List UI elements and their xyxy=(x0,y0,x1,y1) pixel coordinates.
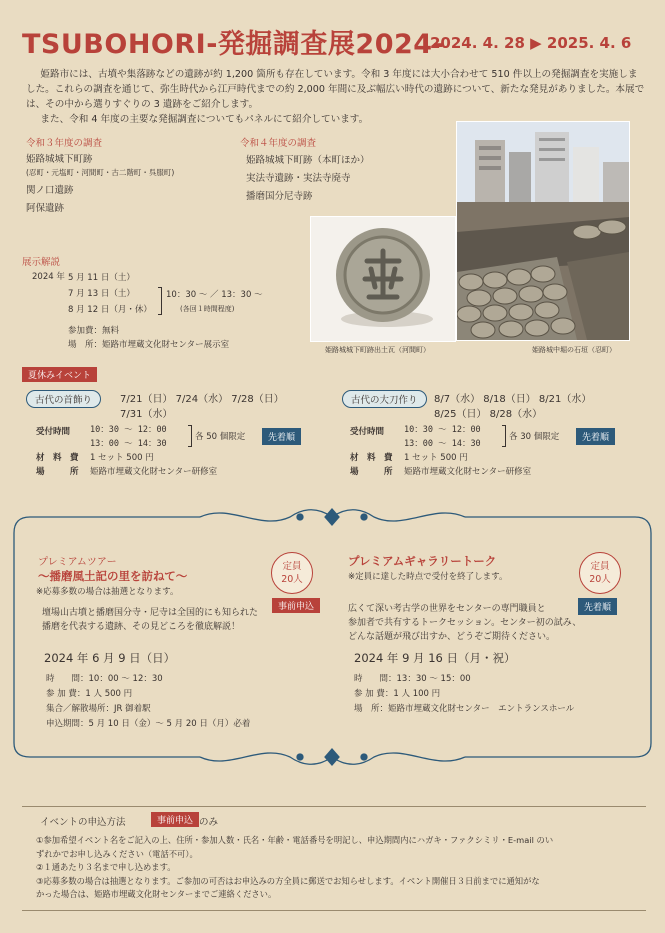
gallery-desc-line: 参加者で共有するトークセッション。センター初の試み、 xyxy=(348,618,582,628)
survey-r3-list xyxy=(26,152,174,216)
application-heading: イベントの申込方法 xyxy=(40,817,126,828)
application-suffix: のみ xyxy=(199,817,219,828)
survey-r3-heading: 令和３年度の調査 xyxy=(26,138,103,149)
divider xyxy=(22,910,646,911)
intro-text xyxy=(26,67,646,127)
fee-label: 材 料 費 xyxy=(350,453,393,463)
event-sword-fee: 1 セット 500 円 xyxy=(404,453,468,463)
event-necklace-dates-2: 7/31（水） xyxy=(120,409,173,420)
tour-title: ～播磨風土記の里を訪ねて～ xyxy=(38,569,188,583)
tour-detail: 申込期間：5 月 10 日（金）～ 5 月 20 日（月）必着 xyxy=(46,719,251,729)
wall-photo-caption: 姫路城中堀の石垣（忍町） xyxy=(532,346,616,354)
survey-r3-item: 姫路城城下町跡 xyxy=(26,154,93,165)
commentary-year: 2024 年 xyxy=(32,272,65,282)
event-necklace-times xyxy=(90,423,167,451)
commentary-times-note: (各回１時間程度) xyxy=(180,305,235,313)
event-sword-dates-2: 8/25（日） 8/28（水） xyxy=(434,409,543,420)
tile-photo-caption: 姫路城城下町跡出土瓦（河間町） xyxy=(325,346,430,354)
commentary-info xyxy=(68,324,229,352)
event-sword-name: 古代の大刀作り xyxy=(342,390,427,408)
gallery-details xyxy=(354,672,574,717)
event-time: 13：00 ～ 14：30 xyxy=(90,439,167,449)
commentary-times: 10：30 ～ ／ 13：30 ～ xyxy=(166,290,263,300)
event-sword-badge: 先着順 xyxy=(576,428,615,445)
summer-event-label: 夏休みイベント xyxy=(22,367,97,382)
event-necklace-venue: 姫路市埋蔵文化財センター研修室 xyxy=(90,467,218,477)
application-item: ③応募多数の場合は抽選となります。ご参加の可否はお申込みの方全員に郵送でお知らせします。イベント開催日３日前までに通知がな xyxy=(36,875,540,886)
application-badge: 事前申込 xyxy=(151,812,199,827)
event-necklace-time-label: 受付時間 xyxy=(36,427,71,437)
commentary-date: 5 月 11 日（土） xyxy=(68,273,135,283)
intro-paragraph-2: また、令和 4 年度の主要な発掘調査についてもパネルにて紹介しています。 xyxy=(40,114,369,125)
application-item: ずれかでお申し込みください（電話不可）。 xyxy=(36,848,198,859)
commentary-venue: 場 所：姫路市埋蔵文化財センター展示室 xyxy=(68,340,230,350)
event-necklace-name: 古代の首飾り xyxy=(26,390,101,408)
survey-r4-item: 実法寺遺跡・実法寺廃寺 xyxy=(246,173,351,184)
application-item: ②１通あたり３名まで申し込めます。 xyxy=(36,862,176,872)
survey-r3-item: 阿保遺跡 xyxy=(26,203,65,214)
capacity-value: 20人 xyxy=(589,574,611,585)
event-time: 10：30 ～ 12：00 xyxy=(90,425,167,435)
gallery-title: プレミアムギャラリートーク xyxy=(348,554,497,568)
application-items xyxy=(36,834,646,902)
gallery-detail: 参 加 費：1 人 100 円 xyxy=(354,689,441,699)
event-necklace-dates: 7/21（日） 7/24（水） 7/28（日） xyxy=(120,394,284,405)
gallery-detail: 場 所：姫路市埋蔵文化財センター エントランスホール xyxy=(354,704,575,714)
commentary-dates xyxy=(68,270,152,318)
commentary-fee: 参加費：無料 xyxy=(68,326,120,336)
exhibition-dates: 2024. 4. 28 ▶ 2025. 4. 6 xyxy=(430,34,632,52)
survey-r4-item: 姫路城城下町跡（本町ほか） xyxy=(246,155,370,166)
survey-r4-item: 播磨国分尼寺跡 xyxy=(246,191,313,202)
commentary-date: 8 月 12 日（月・休） xyxy=(68,305,152,315)
event-sword-venue: 姫路市埋蔵文化財センター研修室 xyxy=(404,467,532,477)
event-sword-time-label: 受付時間 xyxy=(350,427,385,437)
tour-desc-line: 播磨を代表する遺跡、その見どころを徹底解説！ xyxy=(42,622,241,632)
tour-badge: 事前申込 xyxy=(272,598,320,613)
event-sword-limit: 各 30 個限定 xyxy=(509,432,560,442)
bracket xyxy=(502,425,506,447)
gallery-capacity-badge xyxy=(579,552,621,594)
capacity-value: 20人 xyxy=(281,574,303,585)
survey-r4-heading: 令和４年度の調査 xyxy=(240,138,317,149)
gallery-desc-line: 広くて深い考古学の世界をセンターの専門職員と xyxy=(348,604,546,614)
divider xyxy=(22,806,646,807)
gallery-note: ※定員に達した時点で受付を終了します。 xyxy=(348,572,508,582)
venue-label: 場 所 xyxy=(36,467,79,477)
capacity-label: 定員 xyxy=(590,561,610,572)
intro-paragraph-1: 姫路市には、古墳や集落跡などの遺跡が約 1,200 箇所も存在しています。令和 3 年度には大小合わせて 510 件以上の発掘調査を実施しました。これらの調査を通じて、弥生時代から江戸時代までの約 2,000 年間に及ぶ幅広い時代の遺跡について、新たな発見がありました。本展では、その中から選りすぐりの 3 遺跡をご紹介します。 xyxy=(26,69,645,110)
gallery-desc-line: どんな話題が飛び出すか、どうぞご期待ください。 xyxy=(348,632,556,642)
fee-label: 材 料 費 xyxy=(36,453,79,463)
venue-label: 場 所 xyxy=(350,467,393,477)
tour-desc-line: 壇場山古墳と播磨国分寺・尼寺は全国的にも知られた xyxy=(42,608,259,618)
event-time: 13：00 ～ 14：30 xyxy=(404,439,481,449)
event-sword-times xyxy=(404,423,481,451)
event-time: 10：30 ～ 12：00 xyxy=(404,425,481,435)
tour-detail: 時 間：10：00 ～ 12：30 xyxy=(46,674,163,684)
roof-tile-photo xyxy=(310,216,456,342)
tour-date: 2024 年 6 月 9 日（日） xyxy=(44,651,176,665)
event-necklace-badge: 先着順 xyxy=(262,428,301,445)
gallery-date: 2024 年 9 月 16 日（月・祝） xyxy=(354,651,516,665)
event-necklace-limit: 各 50 個限定 xyxy=(195,432,246,442)
tour-note: ※応募多数の場合は抽選となります。 xyxy=(36,587,179,597)
commentary-heading: 展示解説 xyxy=(22,257,61,268)
event-sword-dates: 8/7（水） 8/18（日） 8/21（水） xyxy=(434,394,592,405)
stone-wall-photo xyxy=(456,121,630,341)
tour-desc xyxy=(42,606,258,634)
page-title: TSUBOHORI-発掘調査展2024- xyxy=(22,29,445,60)
bracket xyxy=(158,287,162,315)
survey-r3-item: 関ノ口遺跡 xyxy=(26,185,74,196)
application-item: ①参加希望イベント名をご記入の上、住所・参加人数・氏名・年齢・電話番号を明記し、申込期間内にハガキ・ファクシミリ・E-mail のい xyxy=(36,835,554,845)
tour-detail: 集合／解散場所：JR 御着駅 xyxy=(46,704,151,714)
gallery-desc xyxy=(348,602,581,644)
survey-r3-item-sub: (忍町・元塩町・河間町・古二階町・呉服町) xyxy=(26,168,175,177)
commentary-date: 7 月 13 日（土） xyxy=(68,289,135,299)
tour-details xyxy=(46,672,250,732)
application-item: かった場合は、姫路市埋蔵文化財センターまでご連絡ください。 xyxy=(36,889,277,899)
bracket xyxy=(188,425,192,447)
survey-r4-list xyxy=(246,152,370,206)
capacity-label: 定員 xyxy=(282,561,302,572)
tour-pre: プレミアムツアー xyxy=(38,557,117,568)
event-necklace-fee: 1 セット 500 円 xyxy=(90,453,154,463)
gallery-detail: 時 間：13：30 ～ 15：00 xyxy=(354,674,471,684)
gallery-badge: 先着順 xyxy=(578,598,617,615)
tour-capacity-badge xyxy=(271,552,313,594)
tour-detail: 参 加 費：1 人 500 円 xyxy=(46,689,133,699)
